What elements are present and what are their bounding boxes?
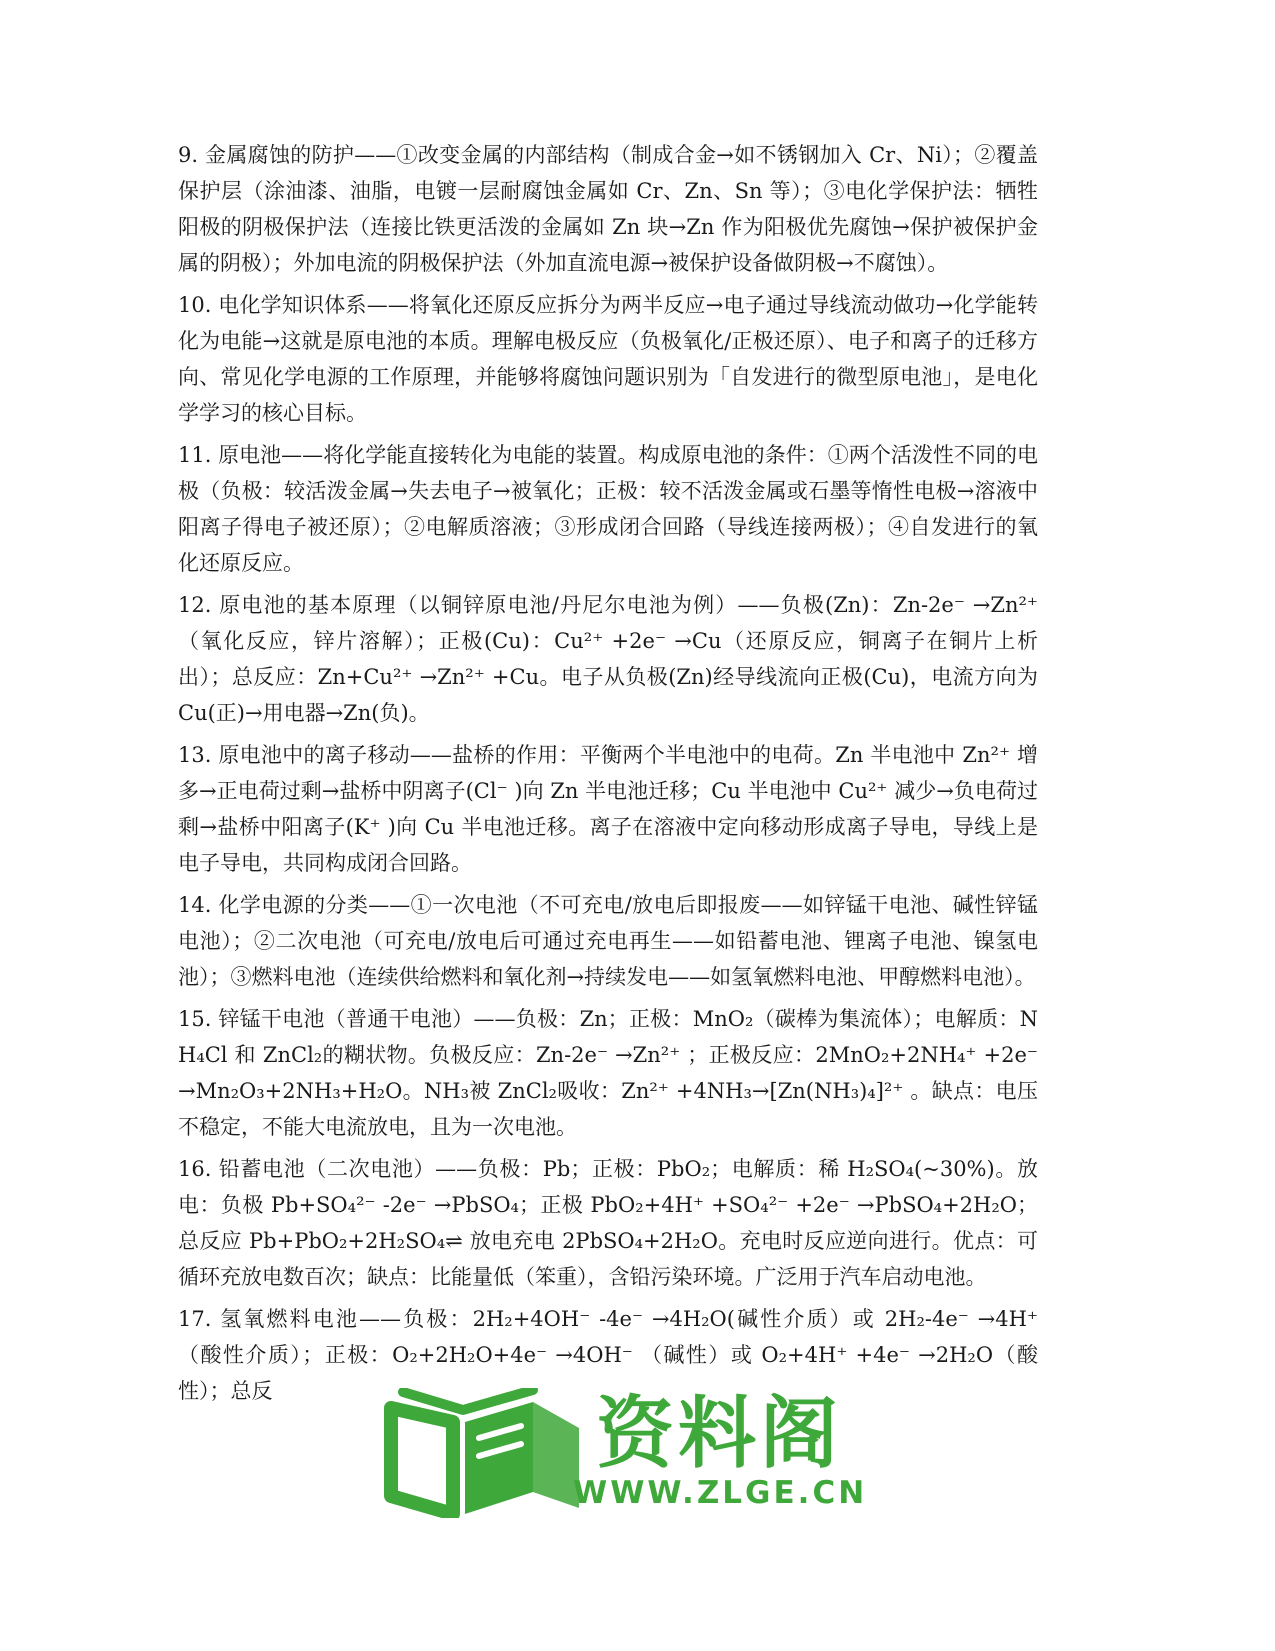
paragraph-12: 12. 原电池的基本原理（以铜锌原电池/丹尼尔电池为例）——负极(Zn)：Zn-2e⁻ →Zn²⁺ （氧化反应，锌片溶解）；正极(Cu)：Cu²⁺ +2e⁻ →Cu（还原反应，铜离子在铜片上析出）；总反应：Zn+Cu²⁺ →Zn²⁺ +Cu。电子从负极(Zn)经导线流向正极(Cu)，电流方向为 Cu(正)→用电器→Zn(负)。 [178, 593, 1038, 725]
paragraph-17: 17. 氢氧燃料电池——负极：2H₂+4OH⁻ -4e⁻ →4H₂O(碱性介质）或 2H₂-4e⁻ →4H⁺ （酸性介质）；正极：O₂+2H₂O+4e⁻ →4OH⁻ （碱性）或 O₂+4H⁺ +4e⁻ →2H₂O（酸性）；总反 [178, 1307, 1038, 1403]
paragraph-14: 14. 化学电源的分类——①一次电池（不可充电/放电后即报废——如锌锰干电池、碱性锌锰电池）；②二次电池（可充电/放电后可通过充电再生——如铅蓄电池、锂离子电池、镍氢电池）；③燃料电池（连续供给燃料和氧化剂→持续发电——如氢氧燃料电池、甲醇燃料电池）。 [178, 893, 1038, 989]
paragraph-13: 13. 原电池中的离子移动——盐桥的作用：平衡两个半电池中的电荷。Zn 半电池中 Zn²⁺ 增多→正电荷过剩→盐桥中阴离子(Cl⁻ )向 Zn 半电池迁移；Cu 半电池中 Cu²⁺ 减少→负电荷过剩→盐桥中阳离子(K⁺ )向 Cu 半电池迁移。离子在溶液中定向移动形成离子导电，导线上是电子导电，共同构成闭合回路。 [178, 743, 1038, 875]
watermark [383, 1388, 868, 1518]
document-body [178, 137, 1038, 1415]
paragraph-11: 11. 原电池——将化学能直接转化为电能的装置。构成原电池的条件：①两个活泼性不同的电极（负极：较活泼金属→失去电子→被氧化；正极：较不活泼金属或石墨等惰性电极→溶液中阳离子得电子被还原）；②电解质溶液；③形成闭合回路（导线连接两极）；④自发进行的氧化还原反应。 [178, 443, 1038, 575]
paragraph-10: 10. 电化学知识体系——将氧化还原反应拆分为两半反应→电子通过导线流动做功→化学能转化为电能→这就是原电池的本质。理解电极反应（负极氧化/正极还原）、电子和离子的迁移方向、常见化学电源的工作原理，并能够将腐蚀问题识别为「自发进行的微型原电池」，是电化学学习的核心目标。 [178, 293, 1038, 425]
paragraph-9: 9. 金属腐蚀的防护——①改变金属的内部结构（制成合金→如不锈钢加入 Cr、Ni）；②覆盖保护层（涂油漆、油脂，电镀一层耐腐蚀金属如 Cr、Zn、Sn 等）；③电化学保护法：牺牲阳极的阴极保护法（连接比铁更活泼的金属如 Zn 块→Zn 作为阳极优先腐蚀→保护被保护金属的阴极）；外加电流的阴极保护法（外加直流电源→被保护设备做阴极→不腐蚀）。 [178, 143, 1038, 275]
watermark-url: WWW.ZLGE.CN [573, 1475, 868, 1511]
watermark-brand: 资料阁 [596, 1389, 843, 1479]
book-logo-icon [383, 1388, 588, 1518]
paragraph-16: 16. 铅蓄电池（二次电池）——负极：Pb；正极：PbO₂；电解质：稀 H₂SO₄(~30%)。放电：负极 Pb+SO₄²⁻ -2e⁻ →PbSO₄；正极 PbO₂+4H⁺ +SO₄²⁻ +2e⁻ →PbSO₄+2H₂O；总反应 Pb+PbO₂+2H₂SO₄⇌ 放电充电 2PbSO₄+2H₂O。充电时反应逆向进行。优点：可循环充放电数百次；缺点：比能量低（笨重），含铅污染环境。广泛用于汽车启动电池。 [178, 1157, 1038, 1289]
paragraph-15: 15. 锌锰干电池（普通干电池）——负极：Zn；正极：MnO₂（碳棒为集流体）；电解质：NH₄Cl 和 ZnCl₂的糊状物。负极反应：Zn-2e⁻ →Zn²⁺ ；正极反应：2MnO₂+2NH₄⁺ +2e⁻ →Mn₂O₃+2NH₃+H₂O。NH₃被 ZnCl₂吸收：Zn²⁺ +4NH₃→[Zn(NH₃)₄]²⁺ 。缺点：电压不稳定，不能大电流放电，且为一次电池。 [178, 1007, 1038, 1139]
